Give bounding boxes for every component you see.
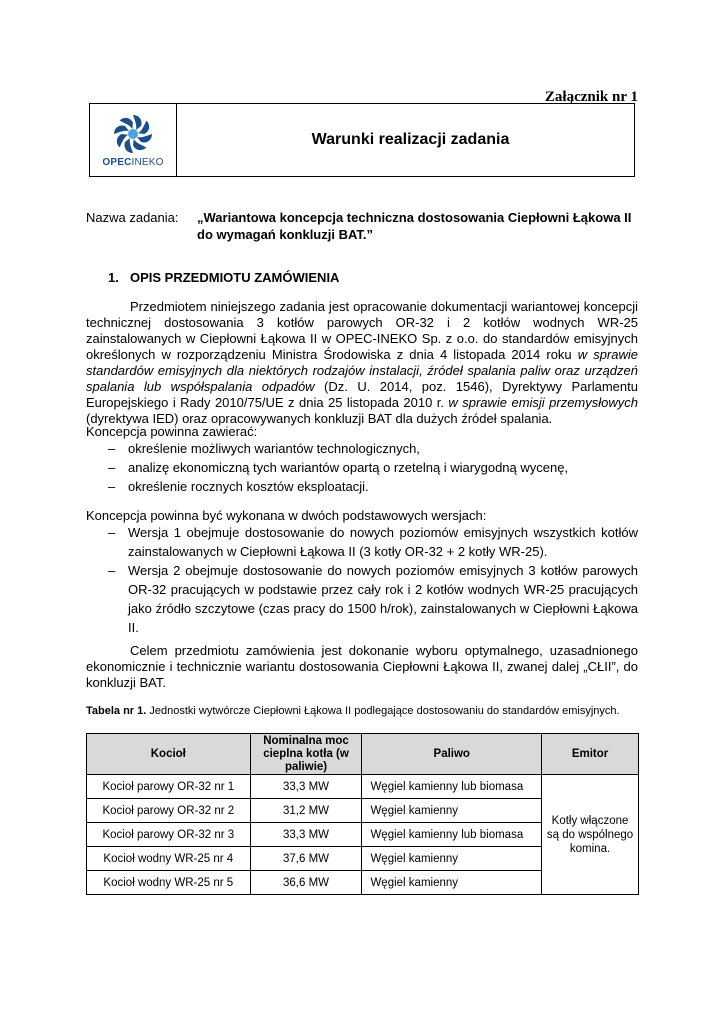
power-cell: 33,3 MW	[250, 823, 362, 847]
list-item: – określenie możliwych wariantów technologicznych,	[86, 439, 638, 458]
boilers-table	[86, 733, 639, 895]
intro-paragraph: Przedmiotem niniejszego zadania jest opracowanie dokumentacji wariantowej koncepcji technicznej dostosowania 3 kotłów parowych OR-32 i 2 kotłów wodnych WR-25 zainstalowanych w Ciepłowni Łąkowa II w OPEC-INEKO Sp. z o.o. do standardów emisyjnych określonych w rozporządzeniu Ministra Środowiska z dnia 4 listopada 2014 roku w sprawie standardów emisyjnych dla niektórych rodzajów instalacji, źródeł spalania paliw oraz urządzeń spalania lub współspalania odpadów (Dz. U. 2014, poz. 1546), Dyrektywy Parlamentu Europejskiego i Rady 2010/75/UE z dnia 25 listopada 2010 r. w sprawie emisji przemysłowych (dyrektywa IED) oraz opracowywanych konkluzji BAT dla dużych źródeł spalania.	[86, 299, 638, 426]
section-number: 1.	[108, 270, 119, 285]
table-header-row	[87, 734, 639, 775]
column-header: Kocioł	[87, 734, 251, 775]
fuel-cell: Węgiel kamienny	[362, 871, 542, 895]
opec-logo-icon	[111, 112, 155, 156]
power-cell: 37,6 MW	[250, 847, 362, 871]
versions-list	[86, 523, 638, 637]
annex-label: Załącznik nr 1	[544, 89, 638, 105]
emitor-cell: Kotły włączone są do wspólnego komina.	[542, 775, 639, 895]
power-cell: 31,2 MW	[250, 799, 362, 823]
list-item: – analizę ekonomiczną tych wariantów opartą o rzetelną i wiarygodną wycenę,	[86, 458, 638, 477]
list-item: – Wersja 2 obejmuje dostosowanie do nowych poziomów emisyjnych 3 kotłów parowych OR-32 pracujących w podstawie przez cały rok i 2 kotłów wodnych WR-25 pracujących jako źródło szczytowe (czas pracy do 1500 h/rok), zainstalowanych w Ciepłowni Łąkowa II.	[86, 561, 638, 637]
boiler-cell: Kocioł wodny WR-25 nr 5	[87, 871, 251, 895]
fuel-cell: Węgiel kamienny	[362, 847, 542, 871]
should-contain-label: Koncepcja powinna zawierać:	[86, 424, 258, 439]
power-cell: 33,3 MW	[250, 775, 362, 799]
section-heading	[108, 270, 339, 285]
column-header: Paliwo	[362, 734, 542, 775]
task-name	[86, 209, 646, 243]
fuel-cell: Węgiel kamienny	[362, 799, 542, 823]
contents-list	[86, 439, 638, 496]
column-header: Nominalna moc cieplna kotła (w paliwie)	[250, 734, 362, 775]
boiler-cell: Kocioł wodny WR-25 nr 4	[87, 847, 251, 871]
task-name-value: „Wariantowa koncepcja techniczna dostosowania Ciepłowni Łąkowa II do wymagań konkluzji BAT.”	[197, 210, 632, 242]
logo-wordmark: OPECINEKO	[102, 157, 164, 168]
list-item: – Wersja 1 obejmuje dostosowanie do nowych poziomów emisyjnych wszystkich kotłów zainstalowanych w Ciepłowni Łąkowa II (3 kotły OR-32 + 2 kotły WR-25).	[86, 523, 638, 561]
list-item: – określenie rocznych kosztów eksploatacji.	[86, 477, 638, 496]
column-header: Emitor	[542, 734, 639, 775]
boiler-cell: Kocioł parowy OR-32 nr 2	[87, 799, 251, 823]
power-cell: 36,6 MW	[250, 871, 362, 895]
fuel-cell: Węgiel kamienny lub biomasa	[362, 823, 542, 847]
table-caption: Tabela nr 1. Jednostki wytwórcze Ciepłowni Łąkowa II podlegające dostosowaniu do standardów emisyjnych.	[86, 705, 620, 717]
boiler-cell: Kocioł parowy OR-32 nr 3	[87, 823, 251, 847]
table-row	[87, 775, 639, 799]
company-logo	[90, 104, 177, 176]
boiler-cell: Kocioł parowy OR-32 nr 1	[87, 775, 251, 799]
versions-intro: Koncepcja powinna być wykonana w dwóch podstawowych wersjach:	[86, 508, 487, 523]
document-title: Warunki realizacji zadania	[311, 131, 510, 148]
task-name-label: Nazwa zadania:	[86, 210, 179, 225]
fuel-cell: Węgiel kamienny lub biomasa	[362, 775, 542, 799]
goal-paragraph: Celem przedmiotu zamówienia jest dokonanie wyboru optymalnego, uzasadnionego ekonomicznie i technicznie wariantu dostosowania Ciepłowni Łąkowa II, zwanej dalej „CŁII”, do konkluzji BAT.	[86, 643, 638, 690]
section-title: OPIS PRZEDMIOTU ZAMÓWIENIA	[130, 270, 340, 285]
document-header	[89, 103, 635, 177]
